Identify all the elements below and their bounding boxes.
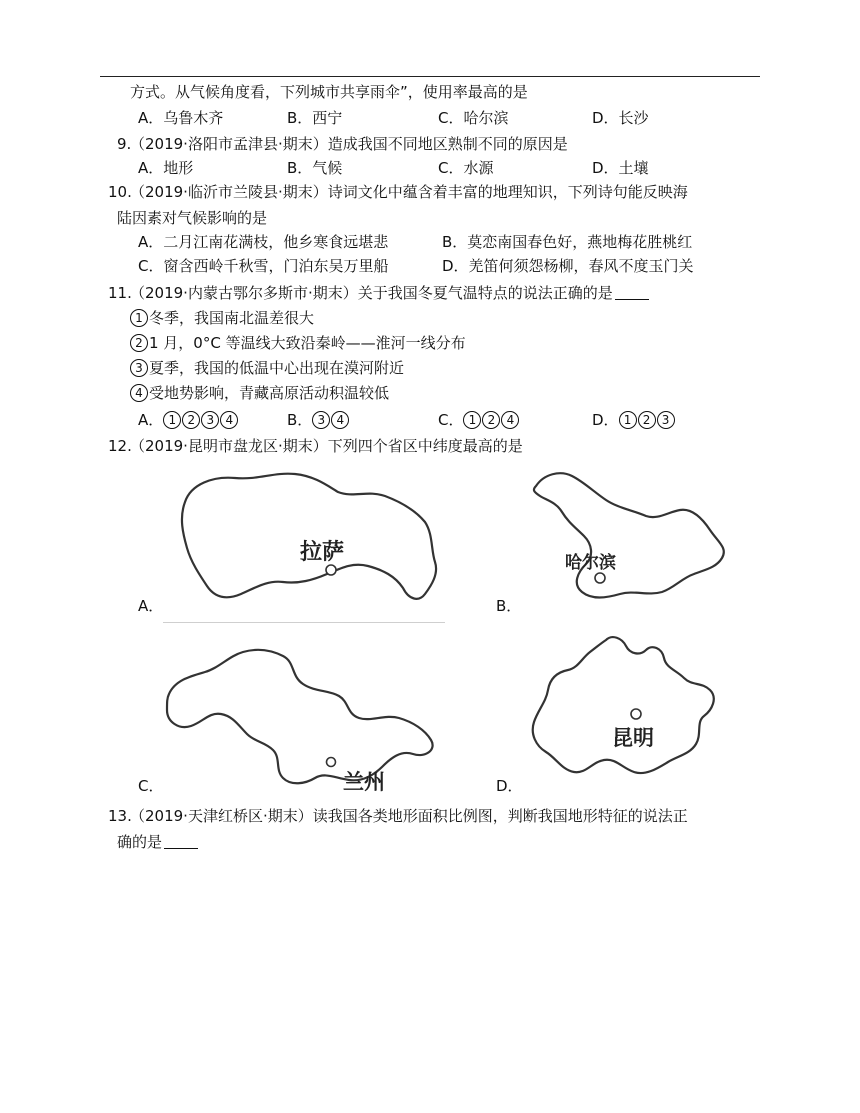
header-rule <box>100 76 760 77</box>
city-marker <box>595 573 605 583</box>
q9-option-c[interactable]: C．水源 <box>438 159 494 177</box>
map-yunnan <box>522 630 732 792</box>
divider <box>163 622 445 623</box>
map-label-lasa: 拉萨 <box>300 540 345 565</box>
q10-option-a[interactable]: A．二月江南花满枝，他乡寒食远堪悲 <box>138 233 389 251</box>
q13-text-line1: （2019·天津红桥区·期末）读我国各类地形面积比例图，判断我国地形特征的说法正 <box>130 807 688 825</box>
q11-statement-1: 1 冬季，我国南北温差很大 <box>130 308 314 328</box>
q11-option-d[interactable]: D． 1 2 3 <box>592 410 676 430</box>
q8-option-b[interactable]: B．西宁 <box>287 109 343 127</box>
q9-option-d[interactable]: D．土壤 <box>592 159 649 177</box>
circled-number: 1 <box>130 309 148 327</box>
q9-option-b[interactable]: B．气候 <box>287 159 343 177</box>
city-marker <box>327 758 336 767</box>
q11-number: 11. <box>108 284 132 302</box>
answer-blank[interactable] <box>164 834 198 849</box>
circled-number: 2 <box>130 334 148 352</box>
q12-option-c[interactable]: C． <box>138 777 164 795</box>
q10-text-line1: （2019·临沂市兰陵县·期末）诗词文化中蕴含着丰富的地理知识，下列诗句能反映海 <box>130 183 688 201</box>
q11-option-b[interactable]: B． 3 4 <box>287 410 350 430</box>
q10-option-d[interactable]: D．羌笛何须怨杨柳，春风不度玉门关 <box>442 257 694 275</box>
map-label-haerbin: 哈尔滨 <box>565 553 616 573</box>
q12-option-d[interactable]: D． <box>496 777 523 795</box>
q13-number: 13. <box>108 807 132 825</box>
q11-statement-4: 4 受地势影响，青藏高原活动积温较低 <box>130 383 389 403</box>
q12-option-b[interactable]: B． <box>496 597 522 615</box>
city-marker <box>326 565 336 575</box>
q8-text: 方式。从气候角度看，下列城市共享雨伞”，使用率最高的是 <box>130 83 528 101</box>
q12-number: 12. <box>108 437 132 455</box>
gansu-outline <box>167 650 433 783</box>
q10-option-c[interactable]: C．窗含西岭千秋雪，门泊东吴万里船 <box>138 257 389 275</box>
q10-text-line2: 陆因素对气候影响的是 <box>117 209 268 227</box>
q10-option-b[interactable]: B．莫恋南国春色好，燕地梅花胜桃红 <box>442 233 693 251</box>
q13-text-line2: 确的是 <box>117 832 198 852</box>
map-gansu <box>163 630 445 790</box>
q11-statement-3: 3 夏季，我国的低温中心出现在漠河附近 <box>130 358 404 378</box>
q11-statement-2: 2 1 月，0°C 等温线大致沿秦岭——淮河一线分布 <box>130 333 466 353</box>
q11-option-c[interactable]: C． 1 2 4 <box>438 410 520 430</box>
q12-text: （2019·昆明市盘龙区·期末）下列四个省区中纬度最高的是 <box>130 437 523 455</box>
q8-option-a[interactable]: A．乌鲁木齐 <box>138 109 224 127</box>
map-label-kunming: 昆明 <box>612 726 654 750</box>
circled-number: 3 <box>130 359 148 377</box>
q9-option-a[interactable]: A．地形 <box>138 159 194 177</box>
city-marker <box>631 709 641 719</box>
q12-option-a[interactable]: A． <box>138 597 164 615</box>
map-label-lanzhou: 兰州 <box>343 770 385 794</box>
heilongjiang-outline <box>534 473 724 597</box>
circled-number: 4 <box>130 384 148 402</box>
q11-text: （2019·内蒙古鄂尔多斯市·期末）关于我国冬夏气温特点的说法正确的是 <box>130 283 649 303</box>
q10-number: 10. <box>108 183 132 201</box>
answer-blank[interactable] <box>615 285 649 300</box>
yunnan-outline <box>533 637 714 773</box>
q9-text: （2019·洛阳市孟津县·期末）造成我国不同地区熟制不同的原因是 <box>130 135 568 153</box>
map-heilongjiang <box>522 462 732 614</box>
q9-number: 9. <box>117 135 132 153</box>
q8-option-d[interactable]: D．长沙 <box>592 109 649 127</box>
q11-option-a[interactable]: A． 1 2 3 4 <box>138 410 239 430</box>
q8-option-c[interactable]: C．哈尔滨 <box>438 109 509 127</box>
